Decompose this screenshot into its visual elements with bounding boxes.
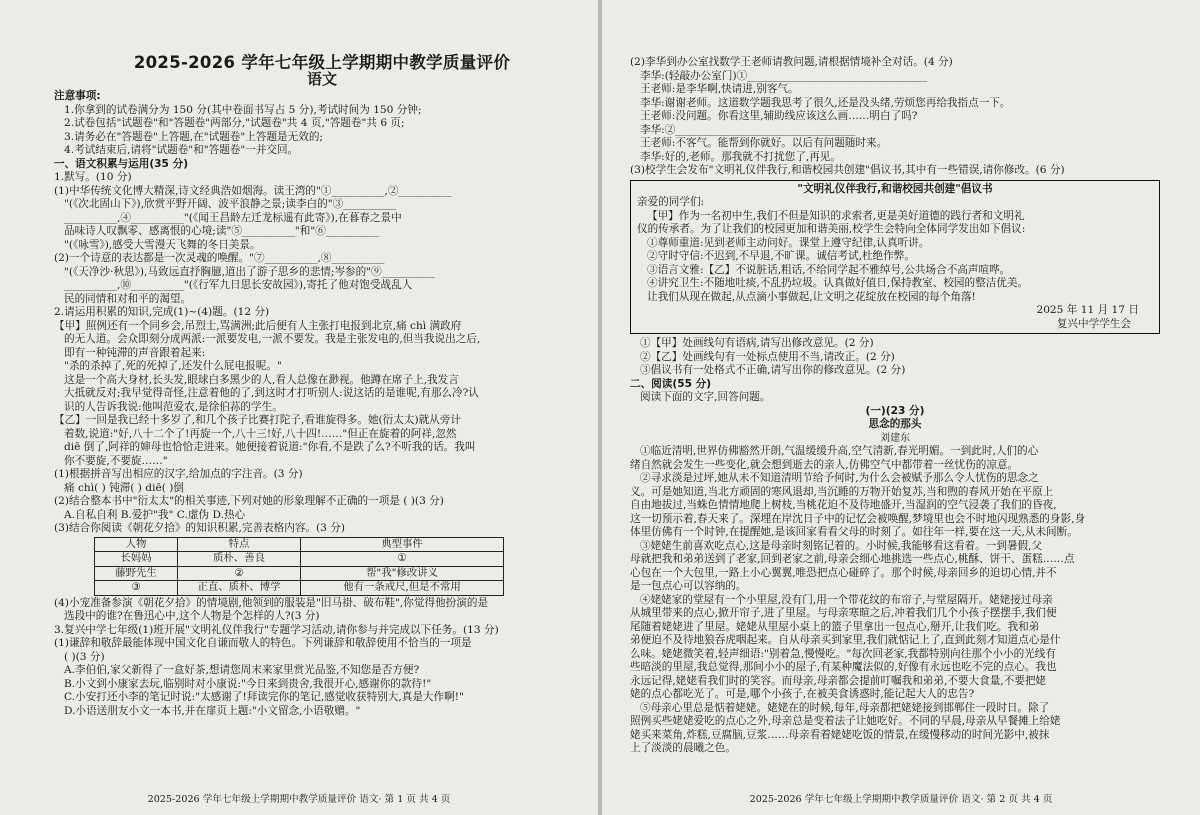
table-row [95, 566, 504, 581]
text-line: 王老师:没问题。你看这里,辅助线应该这么画……明白了吗? [640, 110, 918, 122]
knowledge-table [94, 537, 504, 596]
page-2-footer: 2025-2026 学年七年级上学期期中教学质量评价 语文· 第 2 页 共 4 页 [749, 794, 1053, 805]
question-block-4 [630, 337, 1160, 405]
table-cell: 帮"我"修改讲义 [301, 566, 504, 581]
table-header-cell: 特点 [178, 537, 301, 552]
text-line: (3)结合你阅读《朝花夕拾》的知识积累,完善表格内容。(3 分) [54, 522, 345, 534]
table-cell: ② [178, 566, 301, 581]
table-cell: 质朴、善良 [178, 552, 301, 567]
text-line: __________,⑩__________"(《行军九日思长安故园》),寄托了他对饱受战乱人 [64, 279, 413, 291]
proposal-box [630, 180, 1160, 335]
table-header-cell: 人物 [95, 537, 178, 552]
table-cell: 藤野先生 [95, 566, 178, 581]
text-line: 【甲】照例还有一个同乡会,吊烈士,骂满洲;此后便有人主张打电报到北京,痛 chì 满政府 [54, 319, 462, 332]
text-line: ③姥姥生前喜欢吃点心,这是母亲时刻铭记着的。小时候,我能够看这看着。一到暑假,父 [640, 539, 1043, 552]
notice-heading: 注意事项: [54, 90, 101, 102]
article-author: 刘建东 [880, 432, 910, 444]
text-line: 是一包点心可以容纳的。 [630, 580, 747, 592]
text-line: 一、语文积累与运用(35 分) [54, 157, 189, 170]
text-line: A.李伯伯,家父新得了一盒好茶,想请您周末来家里赏光品鉴,不知您是否方便? [64, 664, 420, 676]
table-row [95, 581, 504, 596]
text-line: 这一切预示着,春天来了。深埋在岸沈日子中的记忆会被唤醒,梦境里也会不时地闪现熟悉的身影,身 [630, 512, 1086, 525]
text-line: 王老师:是李华啊,快请进,别客气。 [640, 83, 799, 95]
text-line: 尾随着姥姥进了里屋。姥姥从里屋小桌上的篮子里拿出一包点心,掰开,让我们吃。我和弟 [630, 620, 1040, 633]
text-line: 2.请运用积累的知识,完成(1)~(4)题。(12 分) [54, 306, 270, 318]
text-line: 【乙】一回是我已经十多岁了,和几个孩子比赛打陀子,看谁旋得多。她(衍太太)就从旁计 [54, 414, 461, 426]
text-line: A.自私自利 B.爱护"我" C.虚伪 D.热心 [64, 508, 246, 521]
text-line: 这是一个高大身材,长头发,眼球白多黑少的人,看人总像在渺视。他蹲在席子上,我发言 [64, 373, 459, 386]
text-line: 体里仿佛有一个时钟,在提醒她,是该回家看看父母的时刻了。如往年一样,要在这一天,从未间断。 [630, 526, 1078, 538]
text-line: 永远记得,姥姥看我们时的笑容。而母亲,母亲都会提前叮嘱我和弟弟,不要大食量,不要把姥 [630, 674, 1047, 687]
text-line: "杀的杀掉了,死的死掉了,还发什么屁电报呢。" [64, 360, 282, 372]
text-line: B.小文到小康家去玩,临别时对小康说:"今日来到贵舍,我很开心,感谢你的款待!" [64, 677, 432, 690]
text-line: 二、阅读(55 分) [630, 377, 712, 390]
text-line: 即有一种钝滞的声音跟着起来: [64, 346, 206, 359]
text-line: ②守时守信:不迟到,不早退,不旷课。诚信考试,杜绝作弊。 [647, 250, 915, 262]
text-line: 自由地拔过,当蛛色情情地爬上树枝,当桃花迫不及待地盛开,当湿润的空气浸袭了我们的昏夜, [630, 499, 1057, 511]
subject-title: 语文 [306, 69, 337, 88]
reading-section-label: (一)(23 分) [865, 404, 925, 417]
text-line: 李华:②__________________________________ [640, 123, 856, 136]
text-line: 痛 chì( ) 钝滞( ) diē( )倒 [64, 481, 184, 494]
proposal-title: "文明礼仪伴我行,和谐校园共创建"倡议书 [797, 182, 993, 195]
page-1-footer: 2025-2026 学年七年级上学期期中教学质量评价 语文· 第 1 页 共 4 页 [147, 794, 451, 805]
text-line: ③倡议书有一处格式不正确,请写出你的修改意见。(2 分) [640, 364, 906, 376]
text-line: 着数,说道:"好,八十二个了!再旋一个,八十三!好,八十四!……"但正在旋着的阿祥,忽然 [64, 427, 457, 440]
text-line: 义。可是她知道,当北方顽固的寒风退却,当沉睡的万物开始复苏,当和煦的春风开始在平原上 [630, 485, 1054, 498]
text-line: ①尊师重道:见到老师主动问好。课堂上遵守纪律,认真听讲。 [647, 236, 930, 249]
text-line: 1.默写。(10 分) [54, 171, 132, 183]
notice-list [54, 104, 590, 158]
text-line: ①【甲】处画线句有语病,请写出修改意见。(2 分) [640, 337, 874, 349]
text-line: 仪的传承者。为了让我们的校园更加和谐美丽,校学生会特向全体同学发出如下倡议: [637, 223, 1026, 235]
question-block-1 [54, 158, 590, 536]
text-line: 么味。姥姥微笑着,轻声细语:"别着急,慢慢吃。"每次回老家,我都特别向往那个小小的光线有 [630, 647, 1056, 660]
text-line: 弟便迫不及待地狼吞虎咽起来。自从母亲买到家里,我们就惦记上了,直到此刻才知道点心是什 [630, 634, 1061, 646]
text-line: 姥的点心都吃光了。可是,哪个小孩子,在被美食诱惑时,能记起大人的忠告? [630, 688, 975, 700]
text-line: 姥买来菜角,炸糕,豆腐脑,豆浆……母亲看着姥姥吃饭的情景,在缓慢移动的时间光影中,被抹 [630, 728, 1050, 741]
text-line: diē 倒了,阿祥的婶母也恰恰走进来。她便接着说道:"你看,不是跌了么?不听我的话。我叫 [64, 441, 476, 453]
text-line: 李华:好的,老师。那我就不打扰您了,再见。 [640, 150, 841, 163]
text-line: "(《天净沙·秋思》),马致远直抒胸臆,道出了游子思乡的悲情;岑参的"⑨__________ [64, 265, 435, 278]
text-line: 李华:(轻敲办公室门)①__________________________________ [640, 69, 928, 82]
text-line: (1)中华传统文化博大精深,诗文经典浩如烟海。读王湾的"①__________,②__________ [54, 184, 452, 197]
text-line: (1)谦辞和敬辞最能体现中国文化自谦而敬人的特色。下列谦辞和敬辞使用不恰当的一项是 [54, 637, 472, 649]
text-line: 照例买些姥姥爱吃的点心之外,母亲总是变着法子让她吃好。不同的早晨,母亲从早餐摊上给姥 [630, 715, 1061, 727]
text-line: C.小安打还小李的笔记时说:"太感谢了!拜读完你的笔记,感觉收获特别大,真是大作啊!" [64, 691, 464, 703]
table-header-row [95, 537, 504, 552]
text-line: 1.你拿到的试卷满分为 150 分(其中卷面书写占 5 分),考试时间为 150 分钟; [64, 103, 422, 116]
text-line: 3.复兴中学七年级(1)班开展"文明礼仪伴我行"专题学习活动,请你参与并完成以下任务。(13 分) [54, 623, 499, 636]
table-cell: 正直、质朴、博学 [178, 581, 301, 596]
text-line: 阅读下面的文字,回答问题。 [640, 391, 771, 403]
table-cell: ① [301, 552, 504, 567]
text-line: (2)结合整本书中"衍太太"的相关事迹,下列对她的形象理解不正确的一项是 ( )(3 分) [54, 495, 444, 507]
text-line: ④姥姥家的堂屋有一个小里屋,没有门,用一个带花纹的布帘子,与堂屋隔开。姥姥接过母亲 [640, 593, 1053, 606]
exam-title: 2025-2026 学年七年级上学期期中教学质量评价 [133, 53, 511, 72]
table-cell: 他有一条戒尺,但是不常用 [301, 581, 504, 596]
page-1 [0, 0, 598, 815]
article-title: 思念的那头 [868, 418, 922, 430]
text-line: D.小语送朋友小文一本书,并在扉页上题:"小文留念,小语敬赠。" [64, 704, 361, 717]
page-2 [602, 0, 1200, 815]
text-line: 4.考试结束后,请将"试题卷"和"答题卷"一并交回。 [64, 144, 299, 156]
table-header-cell: 典型事件 [301, 537, 504, 552]
text-line: ④讲究卫生:不随地吐痰,不乱扔垃圾。认真做好值日,保持教室、校园的整洁优美。 [647, 277, 1029, 289]
proposal-date: 2025 年 11 月 17 日 [1036, 304, 1139, 316]
text-line: ①临近清明,世界仿佛豁然开朗,气温缓缓升高,空气清新,春光明媚。一到此时,人们的心 [640, 445, 1039, 457]
text-line: ( )(3 分) [64, 650, 105, 663]
text-line: 些暗淡的里屋,我总觉得,那间小小的屋子,有某种魔法似的,好像有永远也吃不完的点心。我也 [630, 661, 1057, 673]
text-line: 品味诗人叹飘零、感离恨的心境;读"⑤__________"和"⑥__________ [64, 225, 379, 237]
table-row [95, 552, 504, 567]
text-line: 3.请务必在"答题卷"上答题,在"试题卷"上答题是无效的; [64, 130, 324, 143]
question-block-3 [630, 56, 1160, 178]
text-line: 民的同情和对和平的渴望。 [64, 292, 192, 305]
text-line: "(《次北固山下》),欣赏平野开阔、波平浪静之景;读李白的"③__________ [64, 198, 397, 210]
text-line: (2)李华到办公室找数学王老师请教问题,请根据情境补全对话。(4 分) [630, 56, 953, 68]
text-line: ③语言文雅:【乙】不说脏话,粗话,不给同学起不雅绰号,公共场合不高声喧哗。 [647, 263, 1011, 276]
proposal-body [637, 210, 1153, 305]
proposal-signature: 复兴中学学生会 [1056, 317, 1131, 330]
page-1-content [54, 54, 590, 718]
text-line: 选段中的谁?在鲁迅心中,这个人物是个怎样的人?(3 分) [64, 610, 320, 622]
text-line: 王老师:不客气。能帮到你就好。以后有问题随时来。 [640, 137, 888, 149]
text-line: 你不要旋,不要旋……" [64, 454, 168, 467]
text-line: 2.试卷包括"试题卷"和"答题卷"两部分,"试题卷"共 4 页,"答题卷"共 6 页; [64, 117, 405, 129]
table-cell: ③ [95, 581, 178, 596]
text-line: (4)小宠准备参演《朝花夕拾》的情境剧,他领到的服装是"旧马褂、破布鞋",你觉得他扮演的是 [54, 596, 489, 609]
page-2-content [630, 56, 1160, 756]
text-line: ②寻求淡是过坪,她从未不知道清明节给予何时,为什么会被赋予那么令人忧伤的思念之 [640, 472, 1039, 484]
text-line: (3)校学生会发布"文明礼仪伴我行,和谐校园共创建"倡议书,其中有一些错误,请你修改。(6 分) [630, 164, 1065, 176]
text-line: 识的人告诉我说:他叫范爱农,是徐伯荪的学生。 [64, 400, 283, 413]
text-line: 大抵就反对;我早觉得奇怪,注意着他的了,到这时才打听别人:说这话的是谁呢,有那么冷?认 [64, 387, 479, 399]
article-body [630, 445, 1160, 756]
text-line: 从城里带来的点心,掀开帘子,进了里屋。与母亲寒暄之后,冲着我们几个小孩子摆摆手,我们便 [630, 607, 1057, 619]
text-line: 让我们从现在做起,从点滴小事做起,让文明之花绽放在校园的每个角落! [647, 290, 976, 303]
proposal-greeting: 亲爱的同学们: [637, 196, 705, 208]
text-line: (2)一个诗意的表达都是一次灵魂的唤醒。"⑦__________,⑧__________ [54, 252, 385, 264]
text-line: 心包在一个大包里,一路上小心翼翼,唯恐把点心碰碎了。那个时候,母亲回乡的迫切心情,并不 [630, 566, 1057, 579]
text-line: (1)根据拼音写出相应的汉字,给加点的字注音。(3 分) [54, 468, 303, 480]
text-line: 【甲】作为一名初中生,我们不但是知识的求索者,更是美好道德的践行者和文明礼 [647, 209, 1025, 222]
text-line: "(《咏雪》),感受大雪漫天飞舞的冬日美景。 [64, 238, 261, 251]
text-line: 的无人道。会众即刻分成两派:一派要发电,一派不要发。我是主张发电的,但当我说出之后, [64, 333, 481, 345]
text-line: ②【乙】处画线句有一处标点使用不当,请改正。(2 分) [640, 350, 895, 363]
text-line: __________,④__________"(《闻王昌龄左迁龙标遥有此寄》),在暮春之景中 [64, 211, 402, 224]
text-line: 李华:谢谢老师。这道数学题我思考了很久,还是没头绪,劳烦您再给我指点一下。 [640, 96, 1011, 109]
text-line: 上了淡淡的晨曦之色。 [630, 742, 736, 754]
text-line: ⑤母亲心里总是惦着姥姥。姥姥在的时候,每年,母亲都把姥姥接到邯郸住一段时日。除了 [640, 701, 1050, 714]
text-line: 母就把我和弟弟送到了老家,回到老家之前,母亲会细心地挑选一些点心,桃酥、饼干、蛋糕……点 [630, 553, 1075, 565]
question-block-2 [54, 597, 590, 719]
text-line: 绪自然就会发生一些变化,就会想到逝去的亲人,仿佛空气中都带着一丝忧伤的凉意。 [630, 458, 1019, 471]
table-cell: 长妈妈 [95, 552, 178, 567]
